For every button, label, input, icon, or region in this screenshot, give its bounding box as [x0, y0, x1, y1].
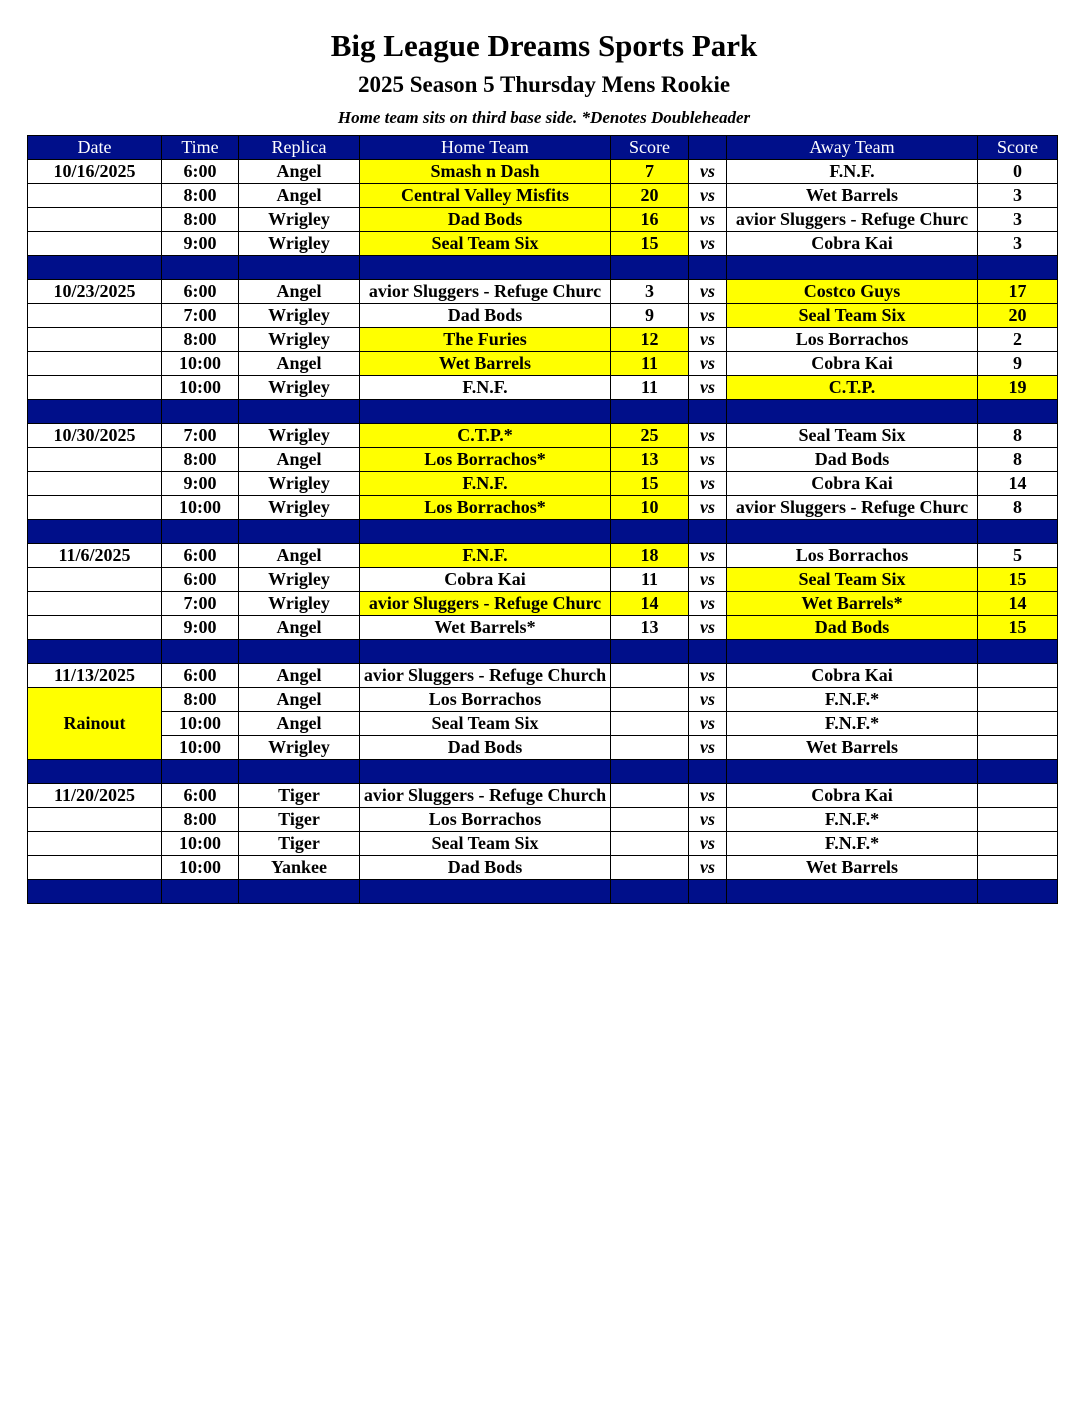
separator-cell	[162, 256, 239, 280]
page-subtitle: 2025 Season 5 Thursday Mens Rookie	[357, 72, 731, 97]
away-team: Seal Team Six	[727, 424, 978, 448]
away-team: Los Borrachos	[727, 328, 978, 352]
away-score: 8	[978, 496, 1058, 520]
vs-label: vs	[689, 280, 727, 304]
game-field: Wrigley	[239, 568, 360, 592]
vs-label: vs	[689, 448, 727, 472]
game-row	[28, 784, 1058, 808]
week-separator	[28, 256, 1058, 280]
away-team: F.N.F.*	[727, 832, 978, 856]
game-time: 6:00	[162, 544, 239, 568]
separator-cell	[162, 760, 239, 784]
home-team: Seal Team Six	[360, 232, 611, 256]
home-team: Dad Bods	[360, 856, 611, 880]
away-score: 15	[978, 616, 1058, 640]
away-team: Wet Barrels	[727, 856, 978, 880]
away-score	[978, 664, 1058, 688]
away-score: 17	[978, 280, 1058, 304]
game-time: 8:00	[162, 208, 239, 232]
home-team: F.N.F.	[360, 472, 611, 496]
game-date-empty	[28, 808, 162, 832]
game-row	[28, 352, 1058, 376]
week-separator	[28, 520, 1058, 544]
home-team: Dad Bods	[360, 208, 611, 232]
game-field: Angel	[239, 352, 360, 376]
game-row	[28, 712, 1058, 736]
away-score: 5	[978, 544, 1058, 568]
game-time: 10:00	[162, 832, 239, 856]
vs-label: vs	[689, 688, 727, 712]
home-team: F.N.F.	[360, 376, 611, 400]
separator-cell	[360, 400, 611, 424]
away-team: F.N.F.*	[727, 712, 978, 736]
separator-cell	[611, 520, 689, 544]
game-row	[28, 280, 1058, 304]
separator-cell	[611, 640, 689, 664]
separator-cell	[611, 760, 689, 784]
away-score	[978, 832, 1058, 856]
home-score: 10	[611, 496, 689, 520]
time-column-header: Time	[162, 136, 239, 160]
game-field: Wrigley	[239, 592, 360, 616]
vs-label: vs	[689, 544, 727, 568]
game-date-empty	[28, 832, 162, 856]
separator-cell	[360, 760, 611, 784]
away-team: Dad Bods	[727, 448, 978, 472]
game-row	[28, 592, 1058, 616]
game-field: Angel	[239, 616, 360, 640]
vs-label: vs	[689, 568, 727, 592]
vs-label: vs	[689, 472, 727, 496]
game-date: 11/13/2025	[28, 664, 162, 688]
rainout-label: Rainout	[28, 688, 162, 760]
home-score: 14	[611, 592, 689, 616]
separator-cell	[727, 400, 978, 424]
separator-cell	[611, 880, 689, 904]
separator-cell	[727, 256, 978, 280]
home-score: 3	[611, 280, 689, 304]
separator-cell	[28, 760, 162, 784]
home-score: 16	[611, 208, 689, 232]
vs-label: vs	[689, 712, 727, 736]
vs-label: vs	[689, 184, 727, 208]
game-row	[28, 664, 1058, 688]
game-date: 11/20/2025	[28, 784, 162, 808]
away-score: 19	[978, 376, 1058, 400]
away-score: 2	[978, 328, 1058, 352]
separator-cell	[611, 256, 689, 280]
game-date-empty	[28, 616, 162, 640]
separator-cell	[239, 400, 360, 424]
game-date-empty	[28, 232, 162, 256]
vs-label: vs	[689, 232, 727, 256]
home-score: 7	[611, 160, 689, 184]
home-score: 15	[611, 472, 689, 496]
vs-label: vs	[689, 664, 727, 688]
game-field: Wrigley	[239, 208, 360, 232]
schedule-table	[27, 135, 1058, 904]
separator-cell	[689, 520, 727, 544]
header-row	[28, 136, 1058, 160]
separator-cell	[727, 880, 978, 904]
away-team: Dad Bods	[727, 616, 978, 640]
game-row	[28, 616, 1058, 640]
home-team: avior Sluggers - Refuge Church	[360, 664, 611, 688]
vs-label: vs	[689, 616, 727, 640]
away-team: avior Sluggers - Refuge Churc	[727, 496, 978, 520]
separator-cell	[360, 256, 611, 280]
game-date: 10/30/2025	[28, 424, 162, 448]
away-score	[978, 688, 1058, 712]
game-date-empty	[28, 496, 162, 520]
home-score: 13	[611, 448, 689, 472]
game-time: 8:00	[162, 688, 239, 712]
game-date-empty	[28, 592, 162, 616]
game-row	[28, 472, 1058, 496]
away-score: 9	[978, 352, 1058, 376]
replica-column-header: Replica	[239, 136, 360, 160]
game-field: Angel	[239, 688, 360, 712]
home-team: Seal Team Six	[360, 832, 611, 856]
home-team: Los Borrachos*	[360, 496, 611, 520]
home-score: 11	[611, 352, 689, 376]
game-time: 6:00	[162, 784, 239, 808]
separator-cell	[28, 400, 162, 424]
away-score: 0	[978, 160, 1058, 184]
game-row	[28, 328, 1058, 352]
separator-cell	[360, 640, 611, 664]
away-score: 3	[978, 208, 1058, 232]
away-team: Wet Barrels*	[727, 592, 978, 616]
game-row	[28, 376, 1058, 400]
home-team: avior Sluggers - Refuge Churc	[360, 280, 611, 304]
away-score: 3	[978, 232, 1058, 256]
game-date-empty	[28, 208, 162, 232]
vs-label: vs	[689, 832, 727, 856]
away-team: C.T.P.	[727, 376, 978, 400]
home-score: 13	[611, 616, 689, 640]
game-field: Angel	[239, 160, 360, 184]
home-team: avior Sluggers - Refuge Church	[360, 784, 611, 808]
page-title: Big League Dreams Sports Park	[330, 28, 758, 63]
game-time: 7:00	[162, 592, 239, 616]
game-time: 8:00	[162, 184, 239, 208]
away-team: Wet Barrels	[727, 736, 978, 760]
home-score	[611, 832, 689, 856]
week-separator	[28, 880, 1058, 904]
away-score: 15	[978, 568, 1058, 592]
game-date-empty	[28, 352, 162, 376]
home-team: Los Borrachos	[360, 808, 611, 832]
home-score	[611, 856, 689, 880]
vs-label: vs	[689, 328, 727, 352]
game-date-empty	[28, 448, 162, 472]
away-team: Cobra Kai	[727, 784, 978, 808]
vs-label: vs	[689, 424, 727, 448]
game-row	[28, 808, 1058, 832]
home-team: Central Valley Misfits	[360, 184, 611, 208]
game-field: Angel	[239, 664, 360, 688]
separator-cell	[978, 400, 1058, 424]
away-team: F.N.F.*	[727, 808, 978, 832]
away-score: 8	[978, 424, 1058, 448]
home-team: Dad Bods	[360, 304, 611, 328]
separator-cell	[162, 880, 239, 904]
away-score: 20	[978, 304, 1058, 328]
game-row	[28, 208, 1058, 232]
date-column-header: Date	[28, 136, 162, 160]
game-field: Angel	[239, 280, 360, 304]
away-team: Cobra Kai	[727, 472, 978, 496]
week-separator	[28, 400, 1058, 424]
home-team: Los Borrachos	[360, 688, 611, 712]
separator-cell	[162, 640, 239, 664]
game-date-empty	[28, 376, 162, 400]
home-team: F.N.F.	[360, 544, 611, 568]
home-score: 11	[611, 376, 689, 400]
separator-cell	[239, 760, 360, 784]
separator-cell	[978, 256, 1058, 280]
separator-cell	[239, 640, 360, 664]
vs-label: vs	[689, 376, 727, 400]
game-row	[28, 544, 1058, 568]
home-score: 18	[611, 544, 689, 568]
schedule-body	[28, 160, 1058, 904]
separator-cell	[162, 400, 239, 424]
home-team: avior Sluggers - Refuge Churc	[360, 592, 611, 616]
game-field: Wrigley	[239, 424, 360, 448]
away-score: 14	[978, 472, 1058, 496]
away-score	[978, 808, 1058, 832]
away-team: Cobra Kai	[727, 352, 978, 376]
separator-cell	[611, 400, 689, 424]
game-date: 11/6/2025	[28, 544, 162, 568]
game-time: 8:00	[162, 448, 239, 472]
separator-cell	[978, 880, 1058, 904]
separator-cell	[239, 256, 360, 280]
home-score	[611, 808, 689, 832]
separator-cell	[360, 880, 611, 904]
away-team: Wet Barrels	[727, 184, 978, 208]
game-time: 6:00	[162, 160, 239, 184]
away-team: F.N.F.*	[727, 688, 978, 712]
away-team-column-header: Away Team	[727, 136, 978, 160]
vs-column-header	[689, 136, 727, 160]
separator-cell	[28, 880, 162, 904]
home-team: Wet Barrels*	[360, 616, 611, 640]
game-time: 6:00	[162, 568, 239, 592]
vs-label: vs	[689, 784, 727, 808]
game-time: 9:00	[162, 616, 239, 640]
week-separator	[28, 640, 1058, 664]
separator-cell	[28, 640, 162, 664]
separator-cell	[360, 520, 611, 544]
away-team: Costco Guys	[727, 280, 978, 304]
home-score: 12	[611, 328, 689, 352]
game-time: 9:00	[162, 232, 239, 256]
game-time: 10:00	[162, 496, 239, 520]
game-time: 9:00	[162, 472, 239, 496]
vs-label: vs	[689, 856, 727, 880]
separator-cell	[689, 760, 727, 784]
game-date-empty	[28, 328, 162, 352]
doubleheader-note: Home team sits on third base side. *Denotes Doubleheader	[337, 108, 751, 127]
game-field: Wrigley	[239, 736, 360, 760]
separator-cell	[978, 640, 1058, 664]
game-time: 7:00	[162, 424, 239, 448]
game-row	[28, 160, 1058, 184]
game-time: 10:00	[162, 856, 239, 880]
away-score: 3	[978, 184, 1058, 208]
home-score: 9	[611, 304, 689, 328]
game-row	[28, 856, 1058, 880]
home-team: Cobra Kai	[360, 568, 611, 592]
vs-label: vs	[689, 304, 727, 328]
game-field: Wrigley	[239, 304, 360, 328]
game-field: Yankee	[239, 856, 360, 880]
game-date-empty	[28, 568, 162, 592]
home-score: 20	[611, 184, 689, 208]
game-field: Tiger	[239, 808, 360, 832]
home-score	[611, 736, 689, 760]
game-time: 10:00	[162, 712, 239, 736]
away-score: 14	[978, 592, 1058, 616]
separator-cell	[689, 400, 727, 424]
game-row	[28, 424, 1058, 448]
away-score	[978, 712, 1058, 736]
separator-cell	[239, 520, 360, 544]
separator-cell	[28, 520, 162, 544]
game-time: 10:00	[162, 352, 239, 376]
home-score: 15	[611, 232, 689, 256]
separator-cell	[978, 760, 1058, 784]
separator-cell	[727, 760, 978, 784]
home-score: 25	[611, 424, 689, 448]
separator-cell	[727, 640, 978, 664]
game-field: Angel	[239, 712, 360, 736]
game-date-empty	[28, 856, 162, 880]
vs-label: vs	[689, 496, 727, 520]
away-score	[978, 856, 1058, 880]
game-row	[28, 568, 1058, 592]
game-time: 10:00	[162, 736, 239, 760]
week-separator	[28, 760, 1058, 784]
away-team: Cobra Kai	[727, 664, 978, 688]
home-score	[611, 664, 689, 688]
away-team: avior Sluggers - Refuge Churc	[727, 208, 978, 232]
home-team: Dad Bods	[360, 736, 611, 760]
vs-label: vs	[689, 808, 727, 832]
vs-label: vs	[689, 160, 727, 184]
game-field: Tiger	[239, 832, 360, 856]
away-team: Cobra Kai	[727, 232, 978, 256]
vs-label: vs	[689, 208, 727, 232]
game-time: 6:00	[162, 280, 239, 304]
game-time: 6:00	[162, 664, 239, 688]
vs-label: vs	[689, 736, 727, 760]
game-date: 10/23/2025	[28, 280, 162, 304]
game-time: 8:00	[162, 808, 239, 832]
away-score	[978, 784, 1058, 808]
separator-cell	[689, 880, 727, 904]
game-row	[28, 448, 1058, 472]
away-team: F.N.F.	[727, 160, 978, 184]
game-date: 10/16/2025	[28, 160, 162, 184]
separator-cell	[689, 256, 727, 280]
away-team: Los Borrachos	[727, 544, 978, 568]
game-field: Wrigley	[239, 496, 360, 520]
away-score	[978, 736, 1058, 760]
separator-cell	[727, 520, 978, 544]
game-time: 10:00	[162, 376, 239, 400]
game-field: Wrigley	[239, 472, 360, 496]
game-field: Angel	[239, 184, 360, 208]
separator-cell	[239, 880, 360, 904]
home-score-column-header: Score	[611, 136, 689, 160]
home-team: Wet Barrels	[360, 352, 611, 376]
game-date-empty	[28, 304, 162, 328]
vs-label: vs	[689, 352, 727, 376]
game-row	[28, 832, 1058, 856]
game-field: Wrigley	[239, 376, 360, 400]
away-score-column-header: Score	[978, 136, 1058, 160]
separator-cell	[689, 640, 727, 664]
home-team: Los Borrachos*	[360, 448, 611, 472]
away-team: Seal Team Six	[727, 304, 978, 328]
home-team: C.T.P.*	[360, 424, 611, 448]
separator-cell	[978, 520, 1058, 544]
game-row	[28, 232, 1058, 256]
game-row	[28, 304, 1058, 328]
home-score	[611, 688, 689, 712]
away-score: 8	[978, 448, 1058, 472]
home-score: 11	[611, 568, 689, 592]
game-date-empty	[28, 472, 162, 496]
home-score	[611, 712, 689, 736]
game-time: 7:00	[162, 304, 239, 328]
game-field: Tiger	[239, 784, 360, 808]
home-team: Seal Team Six	[360, 712, 611, 736]
vs-label: vs	[689, 592, 727, 616]
game-date-empty	[28, 184, 162, 208]
separator-cell	[28, 256, 162, 280]
home-team: Smash n Dash	[360, 160, 611, 184]
game-row	[28, 736, 1058, 760]
home-score	[611, 784, 689, 808]
away-team: Seal Team Six	[727, 568, 978, 592]
game-field: Wrigley	[239, 232, 360, 256]
game-row	[28, 496, 1058, 520]
game-field: Angel	[239, 448, 360, 472]
home-team: The Furies	[360, 328, 611, 352]
game-row	[28, 688, 1058, 712]
game-field: Wrigley	[239, 328, 360, 352]
game-field: Angel	[239, 544, 360, 568]
game-row	[28, 184, 1058, 208]
separator-cell	[162, 520, 239, 544]
home-team-column-header: Home Team	[360, 136, 611, 160]
game-time: 8:00	[162, 328, 239, 352]
